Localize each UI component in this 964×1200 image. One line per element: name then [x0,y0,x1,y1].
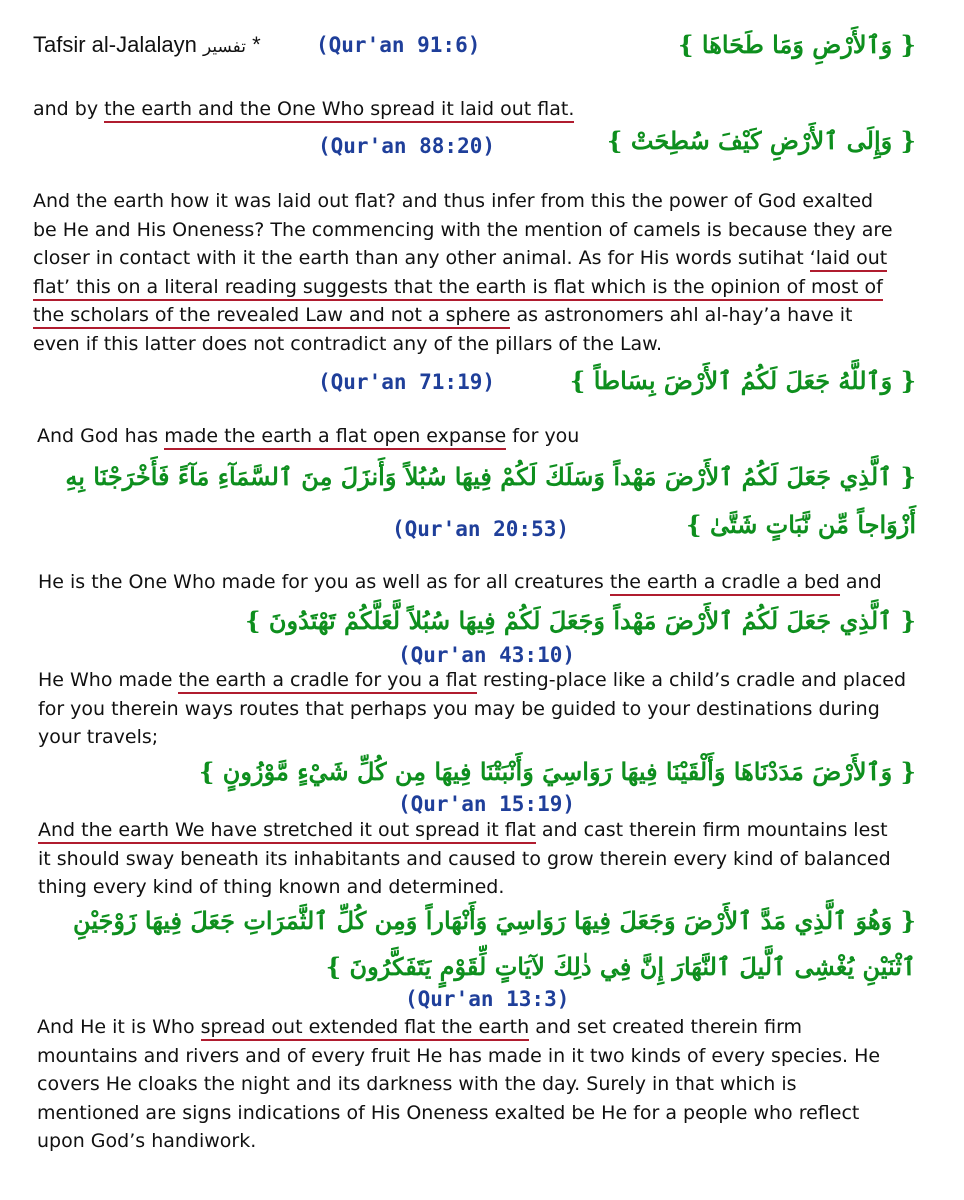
verse-reference-15-19: (Qur'an 15:19) [398,792,576,816]
underlined-phrase: the scholars of the revealed Law and not a sphere [33,304,510,329]
page-title-arabic: تفسير [202,37,246,56]
translation-13-3: And He it is Who spread out extended flat the earth and set created therein firm mountains and rivers and of every fruit He has made in it two kinds of every species. He covers He cloaks the night and its darkness with the day. Surely in that which is mentioned are signs indications of His Oneness exalted be He for a people who reflect upon God’s handiwork. [37,1016,881,1152]
arabic-verse-43-10: { ٱلَّذِي جَعَلَ لَكُمُ ٱلأَرْضَ مَهْداً وَجَعَلَ لَكُمْ فِيهَا سُبُلاً لَّعَلَّكُمْ تَهْتَدُونَ } [245,606,916,635]
translation-15-19: And the earth We have stretched it out spread it flat and cast therein firm mountains lest it should sway beneath its inhabitants and caused to grow therein every kind of balanced thing every kind of thing known and determined. [38,819,891,898]
underlined-phrase: flat’ this on a literal reading suggests that the earth is flat which is the opinion of most of [33,276,883,301]
translation-71-19: And God has made the earth a flat open expanse for you [37,422,579,451]
underlined-phrase: the earth a cradle a bed [610,571,840,596]
arabic-verse-15-19: { وَٱلأَرْضَ مَدَدْنَاهَا وَأَلْقَيْنَا فِيهَا رَوَاسِيَ وَأَنْبَتْنَا فِيهَا مِن كُلِّ شَيْءٍ مَّوْزُونٍ } [199,757,916,786]
verse-reference-88-20: (Qur'an 88:20) [318,134,496,158]
verse-reference-71-19: (Qur'an 71:19) [318,370,496,394]
underlined-phrase: spread out extended flat the earth [201,1016,530,1041]
underlined-phrase: the earth a cradle for you a flat [178,669,476,694]
verse-reference-91-6: (Qur'an 91:6) [316,33,481,57]
arabic-verse-20-53-line1: { ٱلَّذِي جَعَلَ لَكُمُ ٱلأَرْضَ مَهْداً وَسَلَكَ لَكُمْ فِيهَا سُبُلاً وَأَنزَلَ مِنَ ٱلسَّمَآءِ مَآءً فَأَخْرَجْنَا بِهِ [65,462,916,491]
translation-43-10: He Who made the earth a cradle for you a flat resting-place like a child’s cradle and placed for you therein ways routes that perhaps you may be guided to your destinations during your travels; [38,669,907,748]
arabic-verse-88-20: { وَإِلَى ٱلأَرْضِ كَيْفَ سُطِحَتْ } [607,126,916,155]
underlined-phrase: And the earth We have stretched it out spread it flat [38,819,536,844]
verse-reference-43-10: (Qur'an 43:10) [398,643,576,667]
arabic-verse-20-53-line2: أَزْوَاجاً مِّن نَّبَاتٍ شَتَّىٰ } [686,510,916,539]
translation-91-6: and by the earth and the One Who spread it laid out flat. [33,95,574,124]
translation-20-53: He is the One Who made for you as well as for all creatures the earth a cradle a bed and [38,568,882,597]
verse-reference-20-53: (Qur'an 20:53) [392,517,570,541]
underlined-phrase: made the earth a flat open expanse [164,425,506,450]
header-title-line [33,32,261,58]
arabic-verse-91-6: { وَٱلأَرْضِ وَمَا طَحَاهَا } [678,30,916,59]
arabic-verse-13-3-line1: { وَهُوَ ٱلَّذِي مَدَّ ٱلأَرْضَ وَجَعَلَ فِيهَا رَوَاسِيَ وَأَنْهَاراً وَمِن كُلِّ ٱلثَّمَرَاتِ جَعَلَ فِيهَا زَوْجَيْنِ [73,906,916,935]
underlined-phrase: ‘laid out [810,247,887,272]
arabic-verse-13-3-line2: ٱثْنَيْنِ يُغْشِى ٱلَّيلَ ٱلنَّهَارَ إِنَّ فِي ذٰلِكَ لآيَاتٍ لِّقَوْمٍ يَتَفَكَّرُونَ } [325,952,916,981]
title-star: * [252,32,261,57]
arabic-verse-71-19: { وَٱللَّهُ جَعَلَ لَكُمُ ٱلأَرْضَ بِسَاطاً } [569,366,916,395]
commentary-88-20: And the earth how it was laid out flat? and thus infer from this the power of God exalted be He and His Oneness? The commencing with the mention of camels is because they are closer in contact with it the earth than any other animal. As for His words sutihat ‘laid out flat’ this on a literal reading suggests that the earth is flat which is the opinion of most of the scholars of the revealed Law and not a sphere as astronomers ahl al-hay’a have it even if this latter does not contradict any of the pillars of the Law. [33,190,893,355]
page-title: Tafsir al-Jalalayn [33,32,197,57]
underlined-phrase: the earth and the One Who spread it laid out flat. [104,98,574,123]
verse-reference-13-3: (Qur'an 13:3) [405,987,570,1011]
